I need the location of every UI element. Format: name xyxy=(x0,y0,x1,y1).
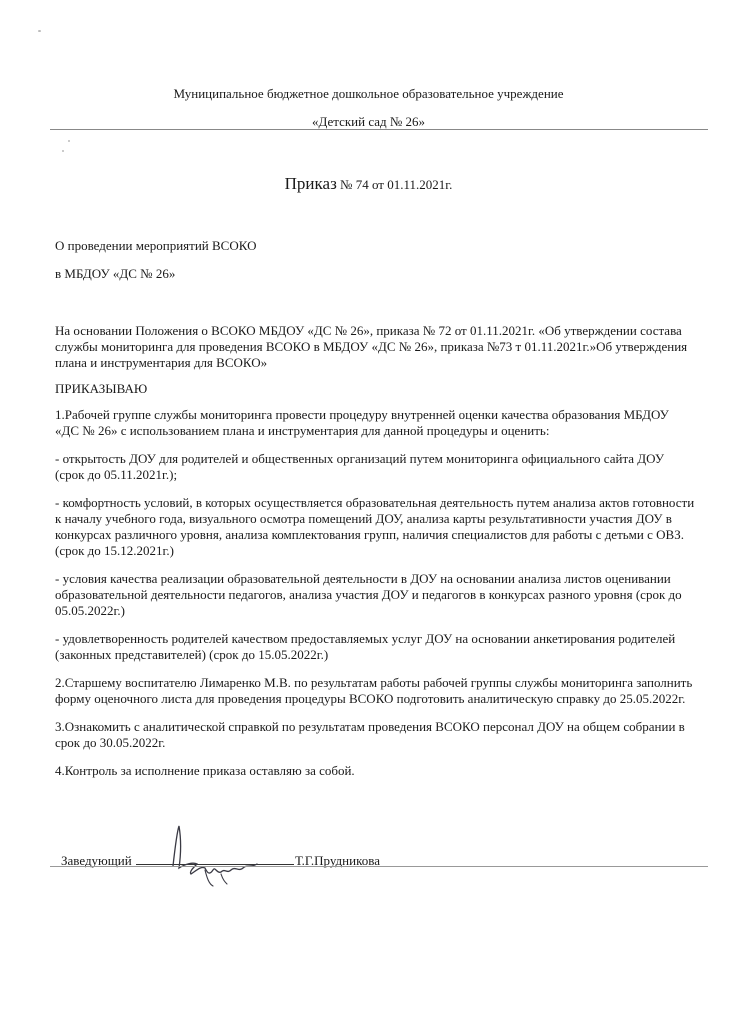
order-date: 01.11.2021г. xyxy=(387,177,453,192)
order-bullet-1: - открытость ДОУ для родителей и общественных организаций путем мониторинга официального сайта ДОУ (срок до 05.11.2021г.); xyxy=(55,451,665,482)
organization-name-line2: «Детский сад № 26» xyxy=(311,114,426,129)
order-title-word: Приказ xyxy=(284,174,337,193)
order-directive-word: ПРИКАЗЫВАЮ xyxy=(55,381,148,396)
organization-name-line1: Муниципальное бюджетное дошкольное образовательное учреждение xyxy=(173,86,564,101)
order-bullet-3: - условия качества реализации образовательной деятельности в ДОУ на основании анализа листов оценивании образовательной деятельности педагогов, анализа участия ДОУ и педагогов в конкурсах разного уровня (срок до 05.05.2022г.) xyxy=(55,571,682,618)
basis-paragraph: На основании Положения о ВСОКО МБДОУ «ДС № 26», приказа № 72 от 01.11.2021г. «Об утверждении состава службы мониторинга для проведения ВСОКО в МБДОУ «ДС № 26», приказа №73 т 01.11.2021г.»Об утверждения плана и инструментария для ВСОКО» xyxy=(55,323,688,370)
order-item-3: 3.Ознакомить с аналитической справкой по результатам проведения ВСОКО персонал ДОУ на общем собрании в срок до 30.05.2022г. xyxy=(55,719,685,750)
order-body xyxy=(55,323,695,791)
order-number: 74 xyxy=(355,177,369,192)
order-item-1: 1.Рабочей группе службы мониторинга провести процедуру внутренней оценки качества образования МБДОУ «ДС № 26» с использованием плана и инструментария для данной процедуры и оценить: xyxy=(55,407,669,438)
order-title xyxy=(0,174,737,194)
signature-name: Т.Г.Прудникова xyxy=(294,853,380,868)
handwritten-signature xyxy=(155,818,275,888)
scan-speck xyxy=(62,150,64,152)
scan-speck xyxy=(68,140,70,142)
order-bullet-2: - комфортность условий, в которых осуществляется образовательная деятельность путем анализа актов готовности к началу учебного года, визуального осмотра помещений ДОУ, анализа карты результативности участия ДОУ в конкурсах различного уровня, анализа комплектования групп, наличия специалистов для работы с детьми с ОВЗ. (срок до 15.12.2021г.) xyxy=(55,495,695,558)
order-item-4: 4.Контроль за исполнение приказа оставляю за собой. xyxy=(55,763,355,778)
order-from-label: от xyxy=(371,177,384,192)
header-divider xyxy=(50,129,708,130)
subject-line2: в МБДОУ «ДС № 26» xyxy=(55,266,176,281)
footer-divider xyxy=(50,866,708,867)
scan-speck xyxy=(38,30,41,32)
order-bullet-4: - удовлетворенность родителей качеством предоставляемых услуг ДОУ на основании анкетирования родителей (законных представителей) (срок до 15.05.2022г.) xyxy=(55,631,676,662)
order-number-label: № xyxy=(340,177,353,192)
subject-line1: О проведении мероприятий ВСОКО xyxy=(55,238,257,253)
signature-position: Заведующий xyxy=(61,853,132,868)
order-item-2: 2.Старшему воспитателю Лимаренко М.В. по результатам работы рабочей группы службы мониторинга заполнить форму оценочного листа для проведения процедуры ВСОКО подготовить аналитическую справку до 25.05.2022г. xyxy=(55,675,693,706)
